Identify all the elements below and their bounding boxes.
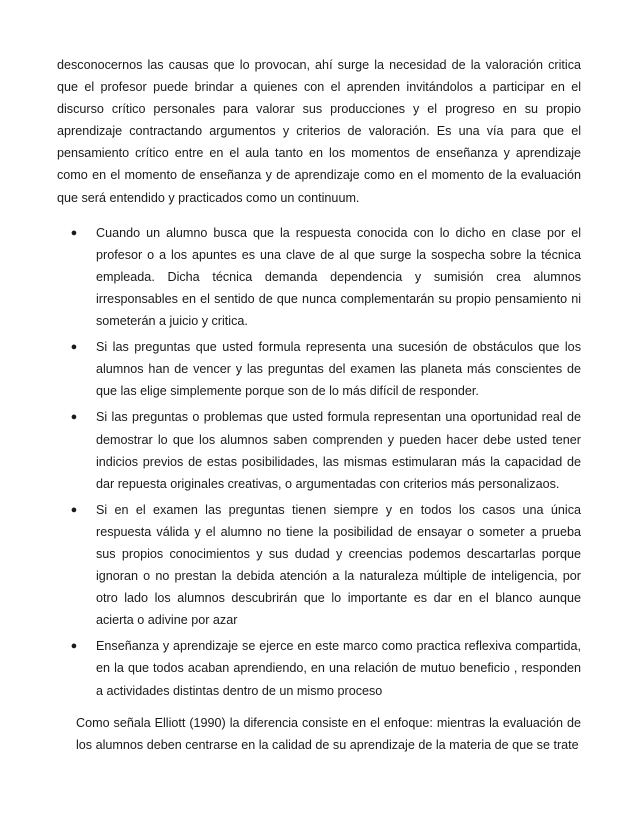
bullet-item	[57, 635, 581, 701]
bullet-icon: ●	[70, 640, 78, 653]
bullet-item	[57, 336, 581, 402]
bullet-text: Enseñanza y aprendizaje se ejerce en este marco como practica reflexiva compartida, en la que todos acaban aprendiendo, en una relación de mutuo beneficio , responden a actividades distintas dentro de un mismo proceso	[96, 639, 581, 698]
bullet-text: Cuando un alumno busca que la respuesta conocida con lo dicho en clase por el profesor o a los apuntes es una clave de al que surge la sospecha sobre la técnica empleada. Dicha técnica demanda dependencia y sumisión crea alumnos irresponsables en el sentido de que nunca complementarán su propio pensamiento ni someterán a juicio y critica.	[96, 225, 581, 329]
bullet-text: Si las preguntas o problemas que usted formula representan una oportunidad real de demostrar lo que los alumnos saben comprenden y pueden hacer debe usted tener indicios previos de estas posibilidades, las mismas estimularan más la capacidad de dar repuesta originales creativas, o argumentadas con criterios más personalizaos.	[96, 410, 581, 491]
bullet-list	[57, 222, 581, 702]
bullet-item	[57, 499, 581, 632]
bullet-icon: ●	[70, 411, 78, 424]
bullet-icon: ●	[70, 226, 78, 239]
bullet-icon: ●	[70, 341, 78, 354]
closing-paragraph: Como señala Elliott (1990) la diferencia consiste en el enfoque: mientras la evaluación de los alumnos deben centrarse en la calidad de su aprendizaje de la materia de que se trate	[76, 715, 581, 752]
bullet-text: Si en el examen las preguntas tienen siempre y en todos los casos una única respuesta válida y el alumno no tiene la posibilidad de ensayar o someter a prueba sus propios conocimientos y sus dudad y creencias podemos descartarlas porque ignoran o no prestan la debida atención a la naturaleza múltiple de inteligencia, por otro lado los alumnos descubrirán que lo importante es dar en el blanco aunque acierta o adivine por azar	[96, 502, 581, 628]
bullet-text: Si las preguntas que usted formula representa una sucesión de obstáculos que los alumnos han de vencer y las preguntas del examen las planeta más conscientes de que las elige simplemente porque son de lo más difícil de responder.	[96, 340, 581, 399]
intro-paragraph: desconocernos las causas que lo provocan, ahí surge la necesidad de la valoración critica que el profesor puede brindar a quienes con el aprenden invitándolos a participar en el discurso crítico personales para valorar sus producciones y el progreso en su propio aprendizaje contractando argumentos y criterios de valoración. Es una vía para que el pensamiento crítico entre en el aula tanto en los momentos de enseñanza y aprendizaje como en el momento de enseñanza y de aprendizaje como en el momento de la evaluación que será entendido y practicados como un continuum.	[57, 58, 581, 205]
bullet-item	[57, 406, 581, 494]
document-page	[57, 54, 581, 756]
bullet-item	[57, 222, 581, 332]
bullet-icon: ●	[70, 503, 78, 516]
